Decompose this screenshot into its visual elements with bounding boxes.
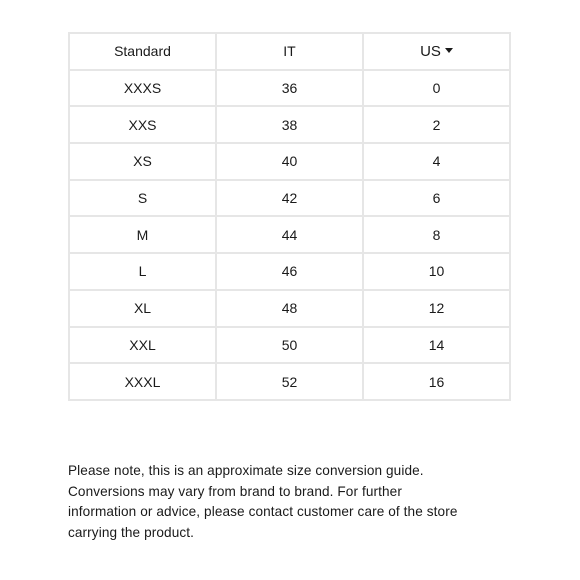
cell-us: 2 (363, 106, 510, 143)
note-line: information or advice, please contact customer care of the store (68, 504, 458, 520)
cell-standard: XXL (69, 327, 216, 364)
cell-it: 40 (216, 143, 363, 180)
caret-down-icon[interactable] (445, 48, 453, 53)
table-row (69, 363, 510, 400)
cell-it: 48 (216, 290, 363, 327)
cell-us: 0 (363, 70, 510, 107)
table-row (69, 327, 510, 364)
table-row (69, 216, 510, 253)
cell-us: 8 (363, 216, 510, 253)
size-guide-note (68, 461, 538, 543)
cell-it: 38 (216, 106, 363, 143)
table-row (69, 290, 510, 327)
cell-us: 12 (363, 290, 510, 327)
note-line: Conversions may vary from brand to brand. For further (68, 483, 402, 499)
cell-it: 44 (216, 216, 363, 253)
cell-standard: XXXL (69, 363, 216, 400)
cell-it: 36 (216, 70, 363, 107)
cell-us: 10 (363, 253, 510, 290)
table-row (69, 70, 510, 107)
cell-us: 6 (363, 180, 510, 217)
size-conversion-table (68, 32, 511, 401)
cell-standard: XXXS (69, 70, 216, 107)
header-us-label: US (420, 42, 441, 60)
table-row (69, 253, 510, 290)
cell-standard: XL (69, 290, 216, 327)
cell-it: 46 (216, 253, 363, 290)
note-line: Please note, this is an approximate size conversion guide. (68, 463, 424, 478)
cell-it: 52 (216, 363, 363, 400)
table-row (69, 106, 510, 143)
note-line: carrying the product. (68, 524, 195, 540)
cell-us: 4 (363, 143, 510, 180)
cell-standard: XS (69, 143, 216, 180)
cell-standard: S (69, 180, 216, 217)
table-row (69, 180, 510, 217)
header-standard: Standard (69, 33, 216, 70)
cell-standard: M (69, 216, 216, 253)
table-header-row (69, 33, 510, 70)
cell-us: 16 (363, 363, 510, 400)
table-row (69, 143, 510, 180)
cell-it: 50 (216, 327, 363, 364)
cell-it: 42 (216, 180, 363, 217)
header-us-dropdown[interactable] (363, 33, 510, 70)
cell-standard: L (69, 253, 216, 290)
cell-standard: XXS (69, 106, 216, 143)
header-it: IT (216, 33, 363, 70)
cell-us: 14 (363, 327, 510, 364)
